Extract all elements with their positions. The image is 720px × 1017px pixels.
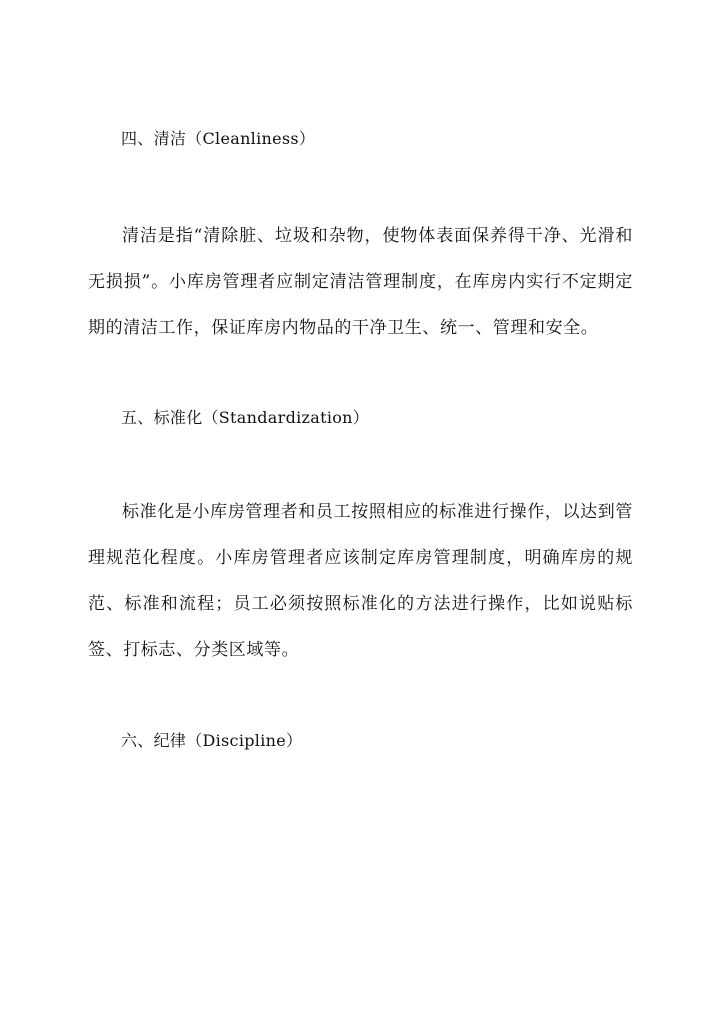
section-heading-discipline: 六、纪律（Discipline） — [121, 731, 303, 750]
section-paragraph-standardization: 标准化是小库房管理者和员工按照相应的标准进行操作，以达到管理规范化程度。小库房管理者应该制定库房管理制度，明确库房的规范、标准和流程；员工必须按照标准化的方法进行操作，比如说贴标签、打标志、分类区域等。 — [88, 502, 633, 660]
section-heading-standardization: 五、标准化（Standardization） — [121, 408, 370, 427]
section-heading-cleanliness: 四、清洁（Cleanliness） — [121, 129, 316, 148]
section-paragraph-cleanliness: 清洁是指“清除脏、垃圾和杂物，使物体表面保养得干净、光滑和无损损”。小库房管理者应制定清洁管理制度，在库房内实行不定期定期的清洁工作，保证库房内物品的干净卫生、统一、管理和安全。 — [88, 226, 633, 338]
